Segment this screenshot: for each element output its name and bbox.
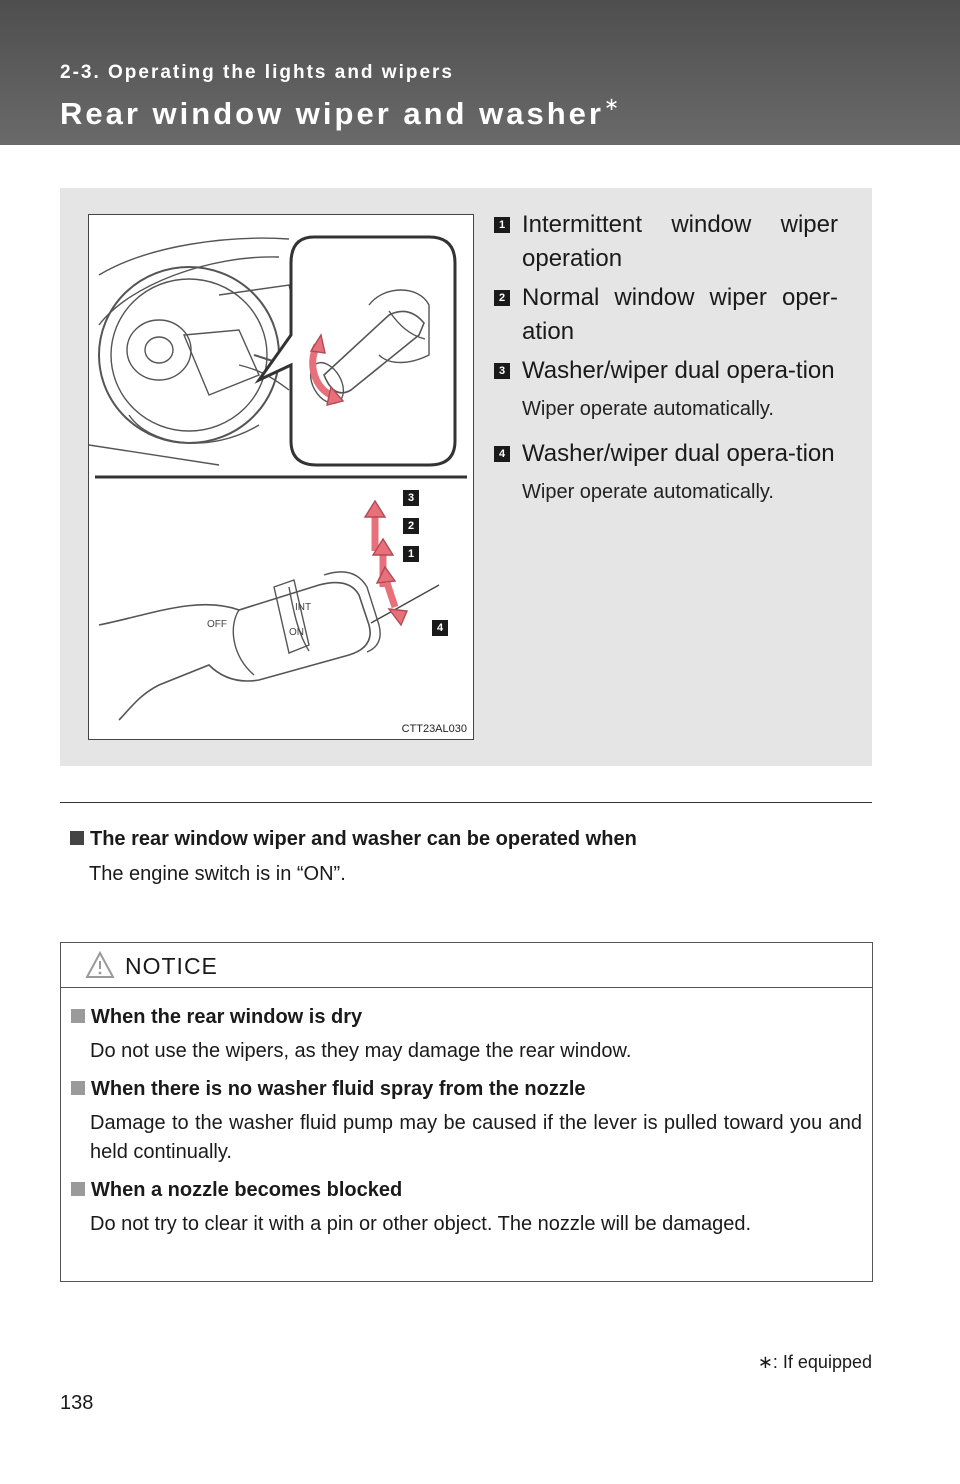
- figure-code: CTT23AL030: [401, 723, 467, 735]
- section-divider: [60, 802, 872, 803]
- legend-number: 3: [494, 363, 510, 379]
- legend-number: 1: [494, 217, 510, 233]
- notice-box: [60, 942, 873, 1282]
- bullet-square-icon: [71, 1009, 85, 1023]
- legend-item: [494, 281, 838, 349]
- svg-text:OFF: OFF: [207, 619, 227, 630]
- footnote: ∗: If equipped: [757, 1352, 872, 1372]
- info-body: The engine switch is in “ON”.: [89, 863, 346, 885]
- legend-note: Wiper operate automatically.: [522, 398, 774, 420]
- notice-heading: When the rear window is dry: [71, 1006, 862, 1029]
- figure-legend: [494, 208, 838, 520]
- notice-list: [61, 988, 872, 1239]
- info-block: [70, 828, 870, 886]
- if-equipped-marker: ∗: [603, 94, 623, 114]
- legend-text: Washer/wiper dual opera-tion: [522, 357, 835, 384]
- section-label: 2-3. Operating the lights and wipers: [60, 62, 454, 83]
- notice-item: [71, 1078, 862, 1167]
- page-number: 138: [60, 1392, 94, 1414]
- notice-item: [71, 1006, 862, 1066]
- legend-item: [494, 208, 838, 276]
- legend-number: 4: [494, 446, 510, 462]
- svg-text:ON: ON: [289, 627, 304, 638]
- legend-item: [494, 354, 838, 388]
- callout-2: 2: [403, 518, 419, 534]
- wiper-lever-illustration: [88, 214, 474, 740]
- legend-note: Wiper operate automatically.: [522, 481, 774, 503]
- legend-text: Washer/wiper dual opera-tion: [522, 440, 835, 467]
- bullet-square-icon: [71, 1081, 85, 1095]
- legend-item: [494, 437, 838, 471]
- page-title: Rear window wiper and washer∗: [60, 94, 623, 131]
- notice-header: [61, 943, 872, 988]
- notice-body: Damage to the washer fluid pump may be caused if the lever is pulled toward you and held continually.: [90, 1112, 862, 1163]
- legend-text: Intermittent window wiper operation: [522, 211, 838, 272]
- notice-title: NOTICE: [125, 953, 218, 979]
- bullet-square-icon: [70, 831, 84, 845]
- legend-number: 2: [494, 290, 510, 306]
- notice-heading: When there is no washer fluid spray from the nozzle: [71, 1078, 862, 1101]
- callout-3: 3: [403, 490, 419, 506]
- notice-item: [71, 1179, 862, 1239]
- callout-1: 1: [403, 546, 419, 562]
- info-heading: The rear window wiper and washer can be operated when: [70, 828, 870, 851]
- notice-heading: When a nozzle becomes blocked: [71, 1179, 862, 1202]
- chapter-header: [0, 0, 960, 145]
- svg-text:INT: INT: [295, 602, 312, 613]
- notice-body: Do not try to clear it with a pin or other object. The nozzle will be damaged.: [90, 1213, 752, 1235]
- warning-triangle-icon: [85, 951, 115, 979]
- legend-text: Normal window wiper oper-ation: [522, 284, 838, 345]
- callout-4: 4: [432, 620, 448, 636]
- bullet-square-icon: [71, 1182, 85, 1196]
- notice-body: Do not use the wipers, as they may damage the rear window.: [90, 1040, 632, 1062]
